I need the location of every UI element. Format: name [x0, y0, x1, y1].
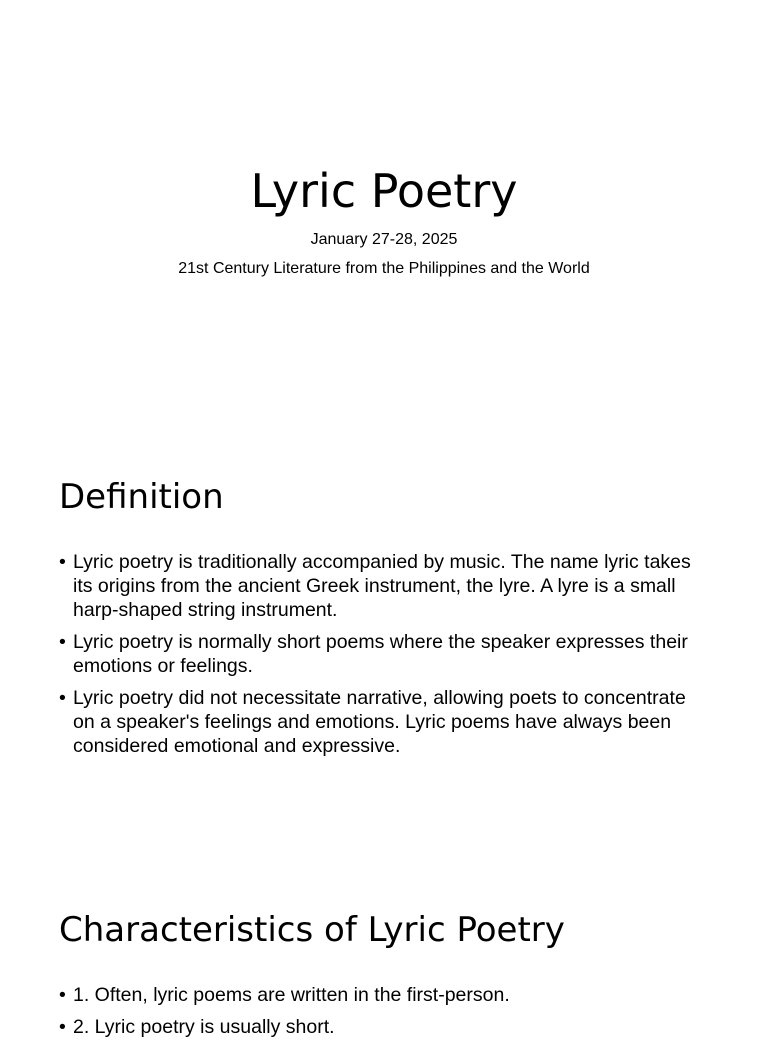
definition-bullet	[59, 550, 709, 622]
bullet-text: Lyric poetry did not necessitate narrative, allowing poets to concentrate on a speaker's feelings and emotions. Lyric poems have always been considered emotional and expressive.	[73, 687, 686, 757]
bullet-text: 1. Often, lyric poems are written in the first-person.	[73, 984, 510, 1006]
course-name: 21st Century Literature from the Philippines and the World	[178, 260, 590, 277]
bullet-icon: •	[59, 631, 66, 653]
definition-bullet	[59, 686, 709, 758]
presentation-title: Lyric Poetry	[250, 164, 518, 218]
bullet-icon: •	[59, 1016, 66, 1038]
characteristics-bullet-list	[59, 983, 709, 1047]
title-slide	[0, 0, 768, 432]
bullet-icon: •	[59, 687, 66, 709]
characteristics-bullet	[59, 983, 709, 1007]
definition-heading: Definition	[59, 477, 224, 517]
presentation-date: January 27-28, 2025	[310, 231, 458, 248]
bullet-text: Lyric poetry is traditionally accompanied by music. The name lyric takes its origins from the ancient Greek instrument, the lyre. A lyre is a small harp-shaped string instrument.	[73, 551, 691, 621]
bullet-icon: •	[59, 984, 66, 1006]
bullet-icon: •	[59, 551, 66, 573]
characteristics-heading: Characteristics of Lyric Poetry	[59, 910, 565, 950]
characteristics-bullet	[59, 1015, 709, 1039]
definition-bullet-list	[59, 550, 709, 766]
bullet-text: Lyric poetry is normally short poems where the speaker expresses their emotions or feelings.	[73, 631, 688, 677]
definition-bullet	[59, 630, 709, 678]
bullet-text: 2. Lyric poetry is usually short.	[73, 1016, 335, 1038]
